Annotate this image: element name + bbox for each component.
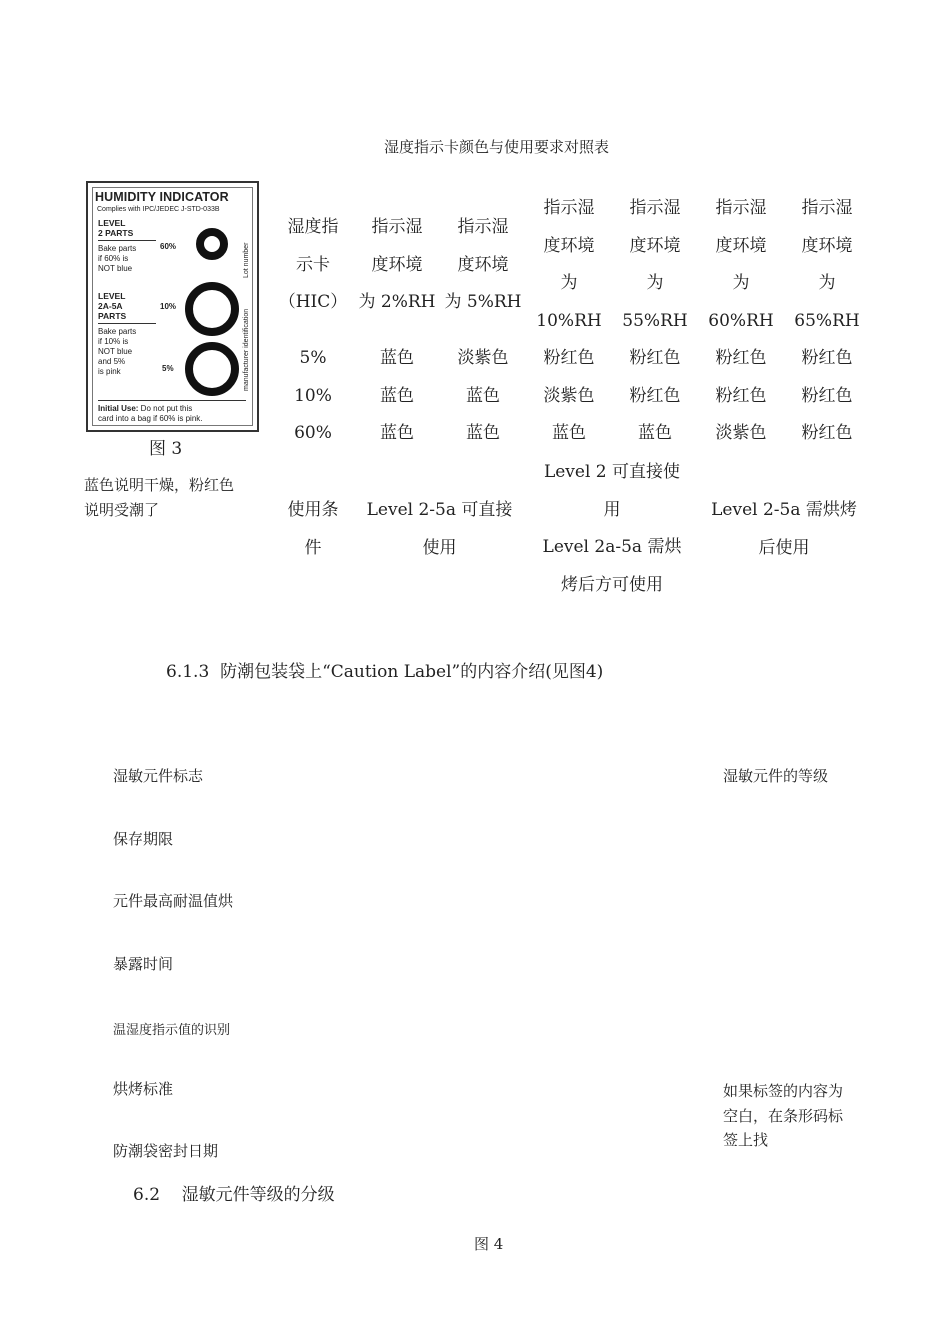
hic-title: HUMIDITY INDICATOR	[95, 190, 229, 204]
table-title: 湿度指示卡颜色与使用要求对照表	[384, 138, 610, 156]
table-col-65rh: 粉红色 粉红色 粉红色	[801, 348, 853, 443]
table-col-hic: 5% 10% 60%	[294, 348, 332, 443]
table-header-hic: 湿度指 示卡 （HIC）	[278, 217, 348, 312]
hic-initial-use: Initial Use: Do not put this card into a bag if 60% is pink.	[98, 404, 203, 423]
label-exposure-time: 暴露时间	[113, 955, 174, 973]
hic-pct-5: 5%	[162, 364, 174, 373]
hic-level2-note: Bake parts if 10% is NOT blue and 5% is pink	[98, 327, 137, 376]
fig4-caption: 图 4	[474, 1235, 504, 1253]
label-seal-date: 防潮袋密封日期	[113, 1142, 219, 1160]
section-613-heading: 6.1.3 防潮包装袋上“Caution Label”的内容介绍(见图4)	[166, 662, 604, 682]
hic-manufacturer-id: manufacturer identification	[243, 308, 250, 391]
label-max-temp: 元件最高耐温值烘	[113, 892, 234, 910]
table-col-55rh: 粉红色 粉红色 蓝色	[629, 348, 681, 443]
humidity-indicator-card	[86, 181, 259, 432]
label-shelf-life: 保存期限	[113, 830, 174, 848]
table-header-65rh: 指示湿 度环境 为 65%RH	[794, 198, 860, 331]
section-62-heading: 6.2 湿敏元件等级的分级	[133, 1185, 335, 1205]
hic-dot-5	[185, 342, 239, 396]
hic-dot-10	[185, 282, 239, 336]
table-header-55rh: 指示湿 度环境 为 55%RH	[622, 198, 688, 331]
table-header-5rh: 指示湿 度环境 为 5%RH	[444, 217, 522, 312]
table-col-10rh: 粉红色 淡紫色 蓝色	[543, 348, 595, 443]
hic-complies: Complies with IPC/JEDEC J-STD-033B	[97, 206, 220, 213]
table-usage-c: Level 2-5a 需烘烤 后使用	[711, 500, 857, 558]
label-humidity-indicator: 温湿度指示值的识别	[113, 1023, 231, 1038]
hic-level2-line1: LEVEL	[98, 291, 126, 301]
hic-level1-line2: 2 PARTS	[98, 228, 134, 238]
label-msd-mark: 湿敏元件标志	[113, 767, 204, 785]
hic-level1-line1: LEVEL	[98, 218, 126, 228]
label-blank-note: 如果标签的内容为 空白，在条形码标 签上找	[723, 1082, 844, 1149]
label-bake-standard: 烘烤标准	[113, 1080, 174, 1098]
table-col-2rh: 蓝色 蓝色 蓝色	[380, 348, 414, 443]
table-header-2rh: 指示湿 度环境 为 2%RH	[358, 217, 436, 312]
table-usage-b: Level 2 可直接使 用 Level 2a-5a 需烘 烤后方可使用	[542, 462, 682, 595]
label-msd-level: 湿敏元件的等级	[723, 767, 829, 785]
hic-pct-60: 60%	[160, 242, 177, 251]
hic-level2-line3: PARTS	[98, 311, 127, 321]
table-usage-label: 使用条 件	[287, 500, 339, 558]
hic-level1-note: Bake parts if 60% is NOT blue	[98, 244, 137, 273]
hic-dot-60	[196, 228, 228, 260]
table-col-60rh: 粉红色 粉红色 淡紫色	[715, 348, 767, 443]
fig3-note: 蓝色说明干燥，粉红色 说明受潮了	[84, 476, 235, 519]
hic-pct-10: 10%	[160, 302, 177, 311]
table-usage-a: Level 2-5a 可直接 使用	[366, 500, 513, 558]
table-header-60rh: 指示湿 度环境 为 60%RH	[708, 198, 774, 331]
hic-lot-number: Lot number	[243, 242, 250, 278]
table-col-5rh: 淡紫色 蓝色 蓝色	[457, 348, 509, 443]
table-header-10rh: 指示湿 度环境 为 10%RH	[536, 198, 602, 331]
hic-level2-line2: 2A-5A	[98, 301, 123, 311]
fig3-caption: 图 3	[149, 439, 183, 459]
